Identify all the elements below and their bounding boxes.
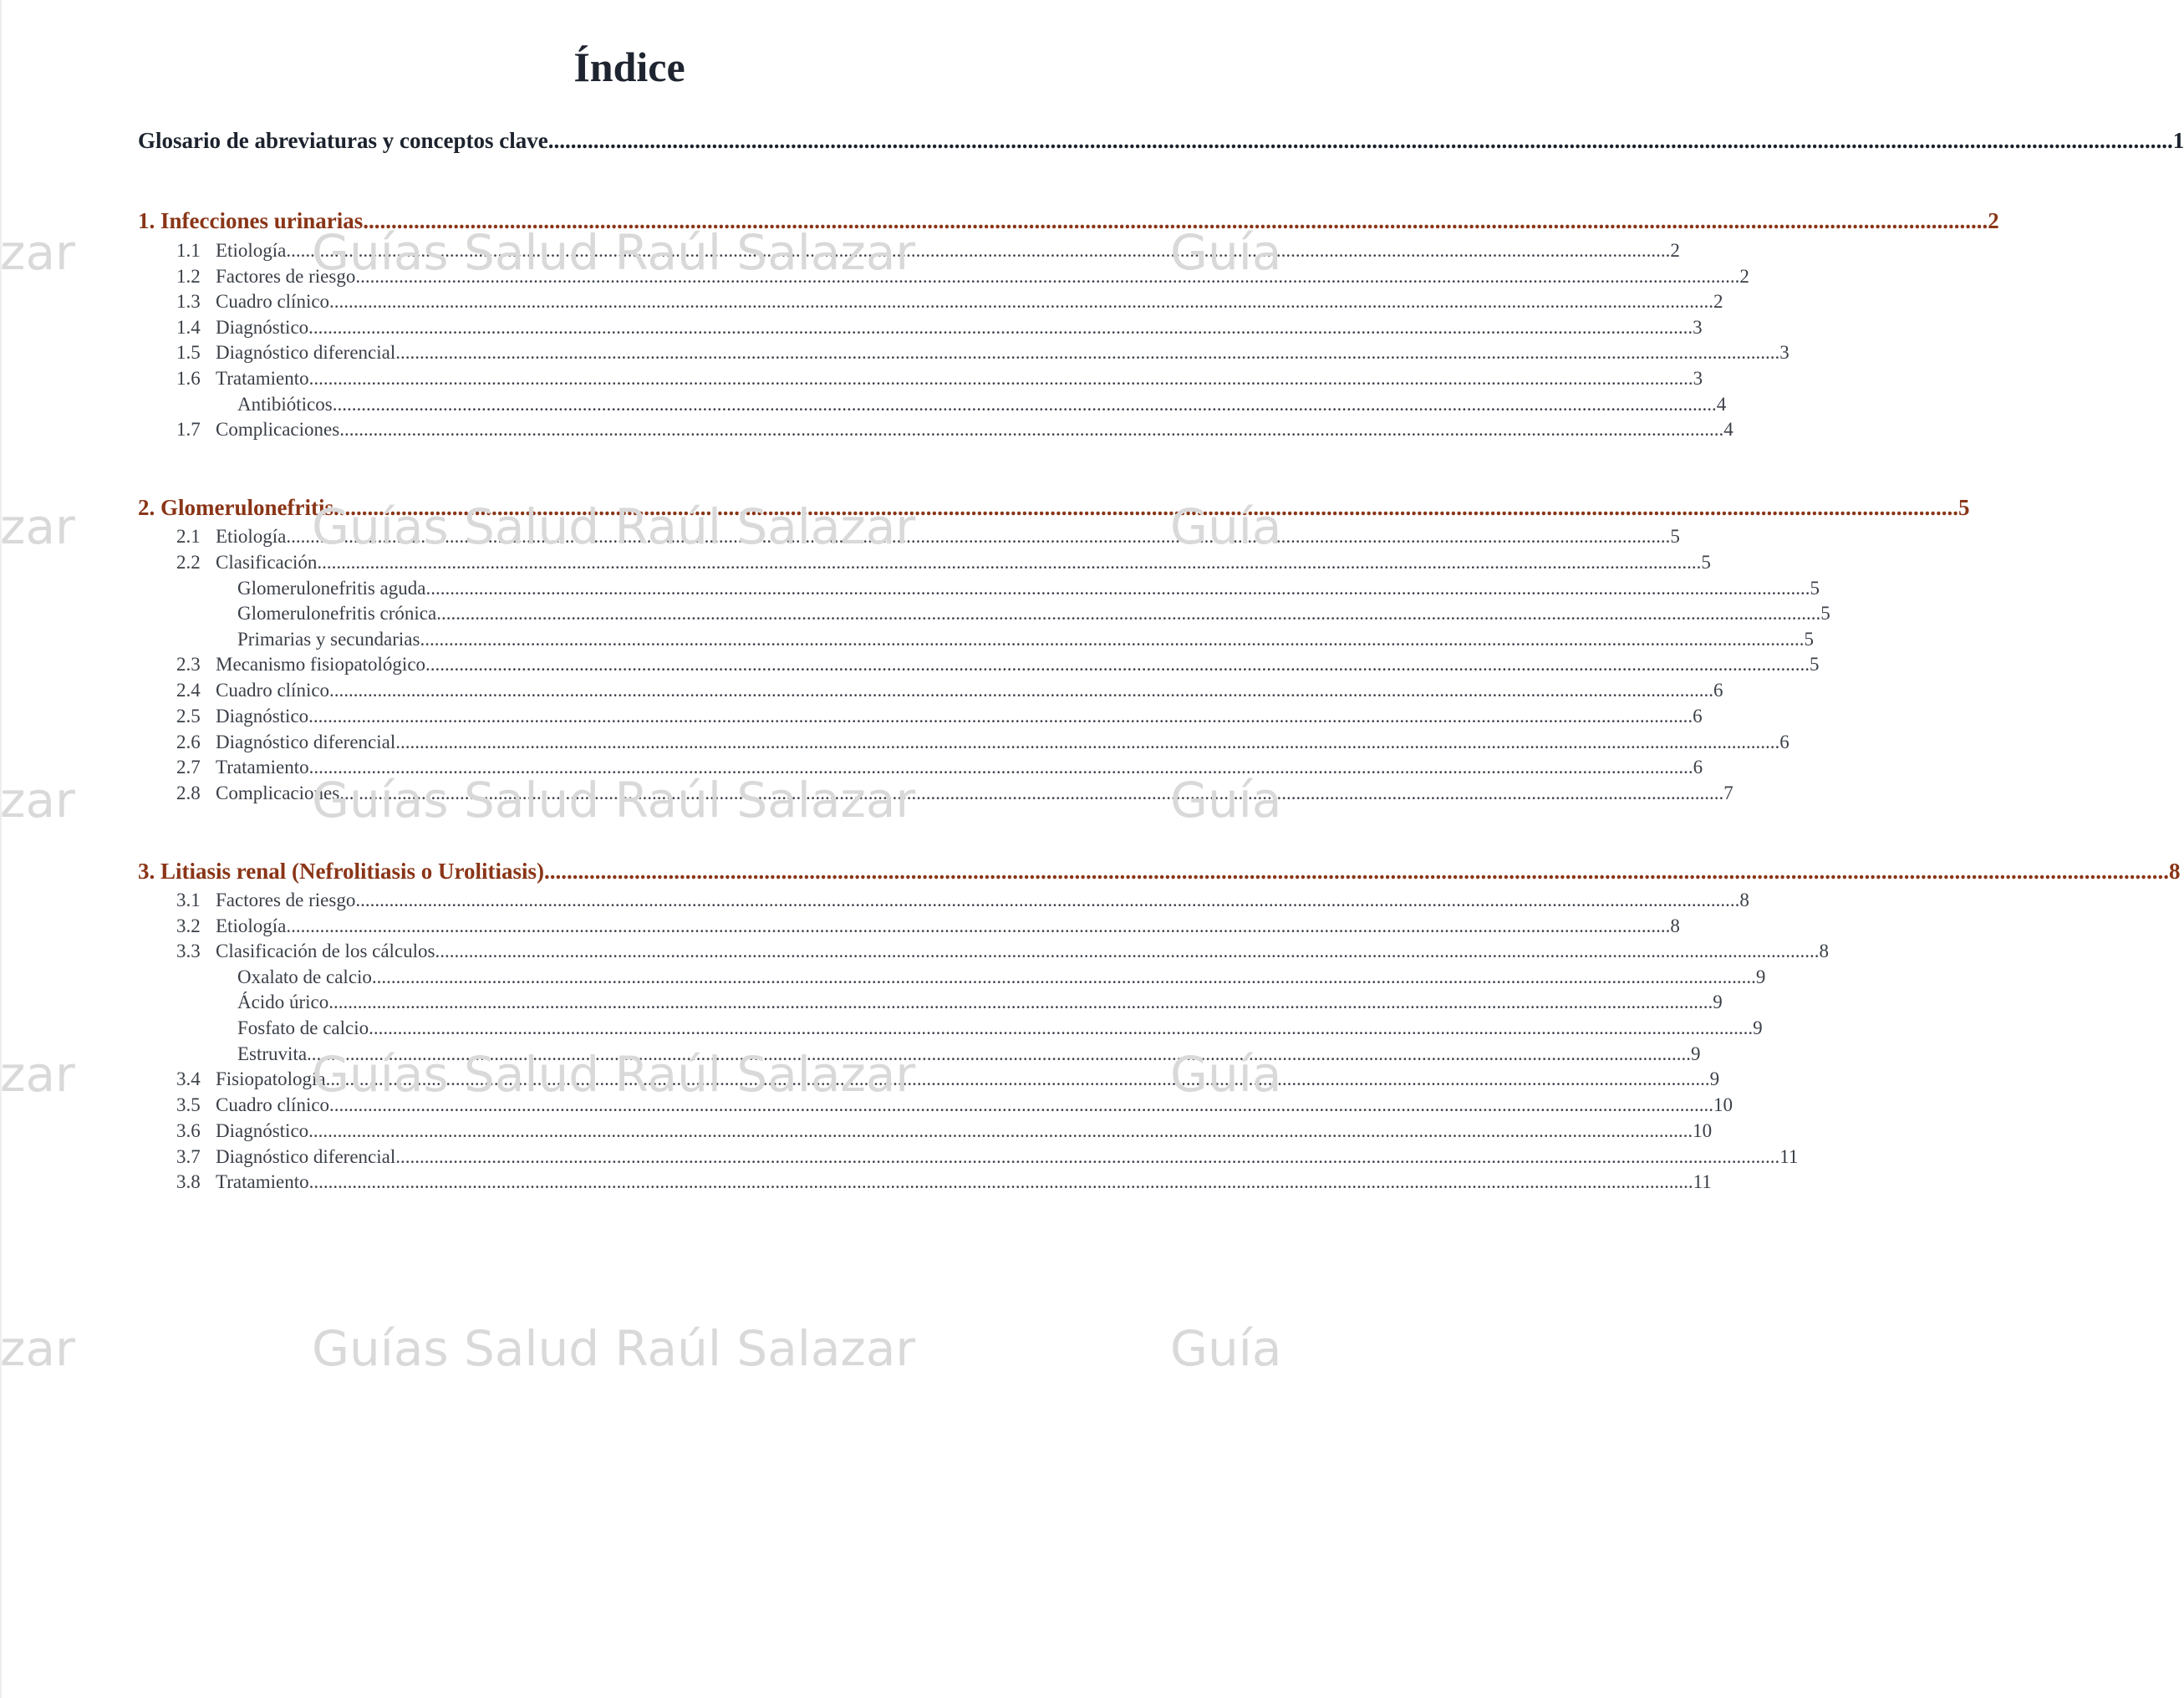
toc-page-number: 9 xyxy=(1755,966,1766,987)
toc-page-number: 9 xyxy=(1713,992,1723,1012)
toc-entry[interactable] xyxy=(176,407,1733,441)
dot-leader xyxy=(339,419,1723,441)
toc-page-number: 9 xyxy=(1691,1043,1701,1064)
dot-leader xyxy=(339,783,1723,804)
toc-page-number: 5 xyxy=(1701,552,1711,573)
toc-entry-number: 3.3 xyxy=(176,941,201,961)
toc-page-number: 4 xyxy=(1723,419,1733,440)
toc-entry-label: Clasificación xyxy=(216,552,318,573)
toc-page-number: 5 xyxy=(1957,495,1970,520)
toc-entry-number: 2. xyxy=(138,495,155,520)
toc-page-number: 2 xyxy=(1670,240,1680,261)
toc-entry-label: Glomerulonefritis xyxy=(160,495,333,520)
toc-page-number: 7 xyxy=(1723,783,1733,803)
toc-entry-label: Cuadro clínico xyxy=(216,291,330,312)
toc-entry-label: Fisiopatología xyxy=(216,1068,326,1089)
toc-entry-label: Cuadro clínico xyxy=(216,1094,330,1115)
toc-entry-label: Tratamiento xyxy=(216,368,309,389)
toc-entry-number: 1.4 xyxy=(176,317,201,338)
toc-entry-number: 2.8 xyxy=(176,783,201,803)
toc-page-number: 8 xyxy=(1739,890,1749,910)
toc-entry-label: Tratamiento xyxy=(216,757,309,778)
toc-page-number: 8 xyxy=(1819,941,1830,961)
toc-entry-number: 3.8 xyxy=(176,1171,201,1192)
toc-entry-number: 2.7 xyxy=(176,757,201,778)
toc-entry-number: 3.7 xyxy=(176,1146,201,1167)
watermark-fragment-right: Guía xyxy=(1170,498,1282,555)
toc-entry-number: 1.1 xyxy=(176,240,201,261)
toc-entry-number: 2.6 xyxy=(176,732,201,752)
toc-page-number: 3 xyxy=(1693,368,1703,389)
toc-entry-title xyxy=(138,128,548,154)
toc-entry-number: 3. xyxy=(138,859,155,884)
toc-page-number: 10 xyxy=(1693,1120,1713,1141)
toc-entry-label: Ácido úrico xyxy=(237,992,329,1012)
toc-entry-label: Antibióticos xyxy=(237,394,333,415)
watermark-fragment-right: Guía xyxy=(1170,772,1282,829)
toc-entry-number: 2.2 xyxy=(176,552,201,573)
toc-entry-number: 1.7 xyxy=(176,419,201,440)
toc-page-number: 10 xyxy=(1713,1094,1733,1115)
toc-entry-label: Estruvita xyxy=(237,1043,308,1064)
watermark-fragment-right: Guía xyxy=(1170,1320,1282,1377)
toc-entry-label: Clasificación de los cálculos xyxy=(216,941,435,961)
watermark-fragment-left: zar xyxy=(0,1320,75,1377)
toc-page-number: 2 xyxy=(1739,266,1749,287)
toc-entry-number: 3.4 xyxy=(176,1068,201,1089)
page-title: Índice xyxy=(573,43,685,90)
toc-entry-number: 1.3 xyxy=(176,291,201,312)
toc-entry-label: Fosfato de calcio xyxy=(237,1017,369,1038)
toc-page-number: 8 xyxy=(2169,859,2181,884)
toc-entry-label: Diagnóstico diferencial xyxy=(216,732,396,752)
toc-entry-label: Oxalato de calcio xyxy=(237,966,372,987)
toc-entry-label: Diagnóstico xyxy=(216,317,309,338)
toc-entry-label: Complicaciones xyxy=(216,783,340,803)
toc-entry-number: 1. xyxy=(138,208,155,233)
watermark-text: Guías Salud Raúl Salazar xyxy=(312,772,916,829)
toc-entry-title xyxy=(176,419,339,441)
watermark-text: Guías Salud Raúl Salazar xyxy=(312,1320,916,1377)
toc-entry-number: 3.2 xyxy=(176,915,201,936)
toc-entry-label: Mecanismo fisiopatológico xyxy=(216,654,426,675)
toc-entry-label: Diagnóstico xyxy=(216,1120,309,1141)
watermark-fragment-right: Guía xyxy=(1170,1046,1282,1103)
toc-entry-label: Diagnóstico diferencial xyxy=(216,1146,396,1167)
toc-entry-label: Infecciones urinarias xyxy=(160,208,364,233)
watermark-text: Guías Salud Raúl Salazar xyxy=(312,224,916,281)
toc-entry-number: 2.5 xyxy=(176,706,201,727)
toc-entry-label: Cuadro clínico xyxy=(216,680,330,701)
toc-entry-label: Etiología xyxy=(216,526,287,547)
toc-page-number: 6 xyxy=(1693,706,1703,727)
toc-page-number: 6 xyxy=(1713,680,1723,701)
toc-entry-label: Glomerulonefritis crónica xyxy=(237,603,437,624)
toc-entry-label: Factores de riesgo xyxy=(216,890,356,910)
dot-leader xyxy=(309,1171,1693,1193)
toc-page-number: 5 xyxy=(1810,654,1820,675)
watermark-text: Guías Salud Raúl Salazar xyxy=(312,1046,916,1103)
toc-entry-number: 3.1 xyxy=(176,890,201,910)
toc-page-number: 9 xyxy=(1753,1017,1763,1038)
toc-entry-label: Litiasis renal (Nefrolitiasis o Urolitiasis) xyxy=(160,859,544,884)
toc-entry[interactable] xyxy=(176,1160,1712,1193)
toc-page-number: 2 xyxy=(1988,208,1999,233)
toc-page-number: 6 xyxy=(1693,757,1703,778)
toc-page-number: 6 xyxy=(1779,732,1789,752)
toc-page-number: 4 xyxy=(1716,394,1727,415)
toc-page-number: 9 xyxy=(1709,1068,1720,1089)
toc-entry[interactable] xyxy=(138,120,2184,154)
toc-page-number: 5 xyxy=(1810,578,1820,599)
toc-entry-number: 1.6 xyxy=(176,368,201,389)
toc-entry-label: Complicaciones xyxy=(216,419,340,440)
toc-entry-label: Etiología xyxy=(216,240,287,261)
toc-page-number: 3 xyxy=(1779,342,1789,363)
toc-page-number: 8 xyxy=(1670,915,1680,936)
toc-entry-label: Diagnóstico xyxy=(216,706,309,727)
toc-entry-title xyxy=(176,1171,309,1193)
toc-entry-number: 1.2 xyxy=(176,266,201,287)
toc-entry-label: Tratamiento xyxy=(216,1171,309,1192)
toc-page-number: 5 xyxy=(1804,629,1814,650)
toc-page-number: 11 xyxy=(1693,1171,1712,1192)
toc-entry-number: 2.1 xyxy=(176,526,201,547)
toc-entry-number: 3.6 xyxy=(176,1120,201,1141)
toc-entry-number: 3.5 xyxy=(176,1094,201,1115)
toc-entry-label: Diagnóstico diferencial xyxy=(216,342,396,363)
dot-leader xyxy=(548,128,2173,154)
toc-entry-label: Glomerulonefritis aguda xyxy=(237,578,426,599)
toc-page-number: 11 xyxy=(1779,1146,1799,1167)
toc-page-number: 2 xyxy=(1713,291,1723,312)
watermark-fragment-left: zar xyxy=(0,224,75,281)
watermark-text: Guías Salud Raúl Salazar xyxy=(312,498,916,555)
watermark-fragment-left: zar xyxy=(0,772,75,829)
toc-entry-label: Factores de riesgo xyxy=(216,266,356,287)
watermark-fragment-right: Guía xyxy=(1170,224,1282,281)
toc-page-number: 5 xyxy=(1670,526,1680,547)
watermark-fragment-left: zar xyxy=(0,498,75,555)
toc-entry-number: 2.3 xyxy=(176,654,201,675)
toc-entry-title xyxy=(176,783,339,804)
toc-entry-number: 2.4 xyxy=(176,680,201,701)
toc-page-number: 5 xyxy=(1820,603,1830,624)
toc-page-number: 1 xyxy=(2172,128,2184,153)
toc-entry-number: 1.5 xyxy=(176,342,201,363)
toc-entry-label: Glosario de abreviaturas y conceptos clave xyxy=(138,128,548,153)
watermark-fragment-left: zar xyxy=(0,1046,75,1103)
toc-entry-label: Primarias y secundarias xyxy=(237,629,420,650)
toc-entry-label: Etiología xyxy=(216,915,287,936)
toc-page-number: 3 xyxy=(1693,317,1703,338)
